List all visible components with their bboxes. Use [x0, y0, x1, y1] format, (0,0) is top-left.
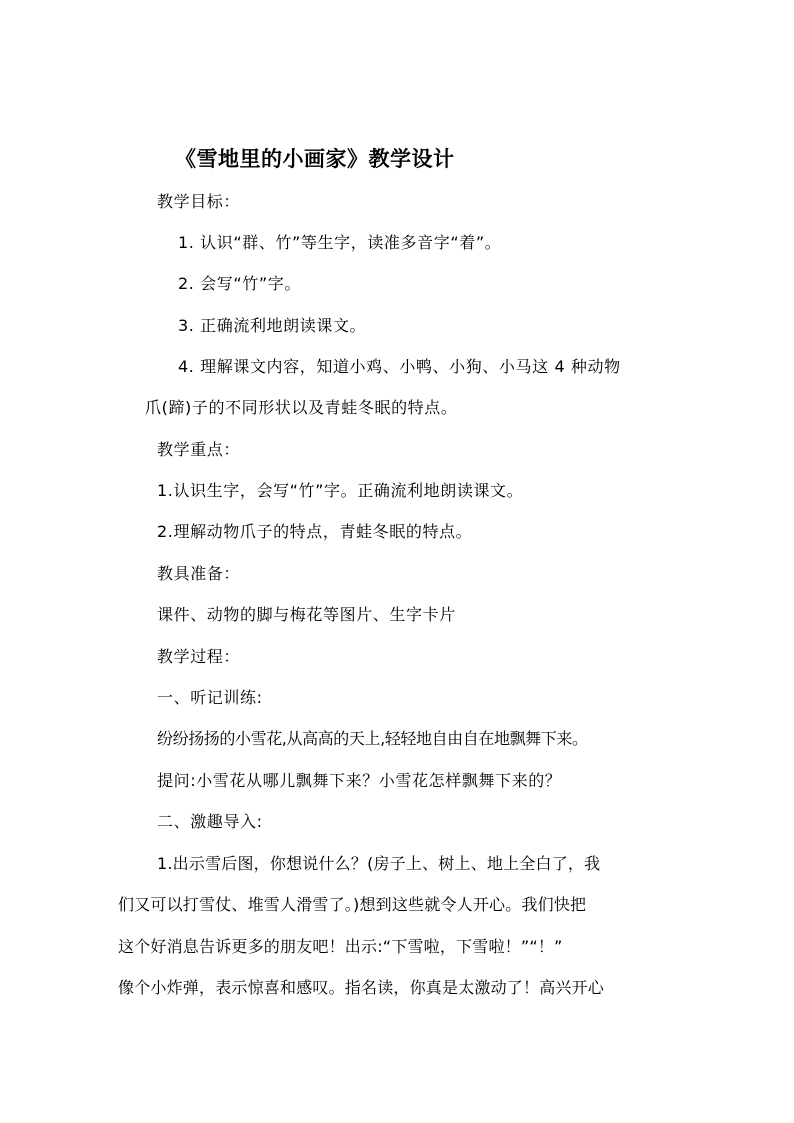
paragraph-line: 1.出示雪后图，你想说什么？(房子上、树上、地上全白了，我 [157, 854, 601, 873]
materials-heading: 教具准备： [157, 564, 241, 583]
objective-item: 1. 认识“群、竹”等生字，读准多音字“着”。 [178, 233, 502, 252]
section-heading: 二、激趣导入: [157, 812, 263, 831]
process-heading: 教学过程： [157, 647, 241, 666]
key-points-heading: 教学重点： [157, 440, 241, 459]
paragraph-line: 提问:小雪花从哪儿飘舞下来？小雪花怎样飘舞下来的？ [157, 771, 562, 790]
paragraph-line: 像个小炸弹，表示惊喜和感叹。指名读，你真是太激动了！高兴开心 [118, 978, 605, 997]
document-title: 《雪地里的小画家》教学设计 [175, 146, 455, 171]
objective-item: 2. 会写“竹”字。 [178, 274, 301, 293]
paragraph-line: 们又可以打雪仗、堆雪人滑雪了。)想到这些就令人开心。我们快把 [118, 895, 587, 914]
paragraph-line: 这个好消息告诉更多的朋友吧！出示:“下雪啦，下雪啦！”“！” [118, 937, 563, 956]
objective-item: 3. 正确流利地朗读课文。 [178, 316, 367, 335]
key-point-item: 2.理解动物爪子的特点，青蛙冬眠的特点。 [157, 522, 473, 541]
materials-text: 课件、动物的脚与梅花等图片、生字卡片 [157, 605, 456, 624]
objective-item: 4. 理解课文内容，知道小鸡、小鸭、小狗、小马这 4 种动物 [178, 357, 621, 376]
key-point-item: 1.认识生字，会写“竹”字。正确流利地朗读课文。 [157, 481, 524, 500]
paragraph-line: 纷纷扬扬的小雪花,从高高的天上,轻轻地自由自在地飘舞下来。 [157, 729, 588, 748]
section-heading: 一、听记训练: [157, 688, 263, 707]
objectives-heading: 教学目标： [157, 192, 241, 211]
objective-item-continued: 爪(蹄)子的不同形状以及青蛙冬眠的特点。 [145, 398, 458, 417]
